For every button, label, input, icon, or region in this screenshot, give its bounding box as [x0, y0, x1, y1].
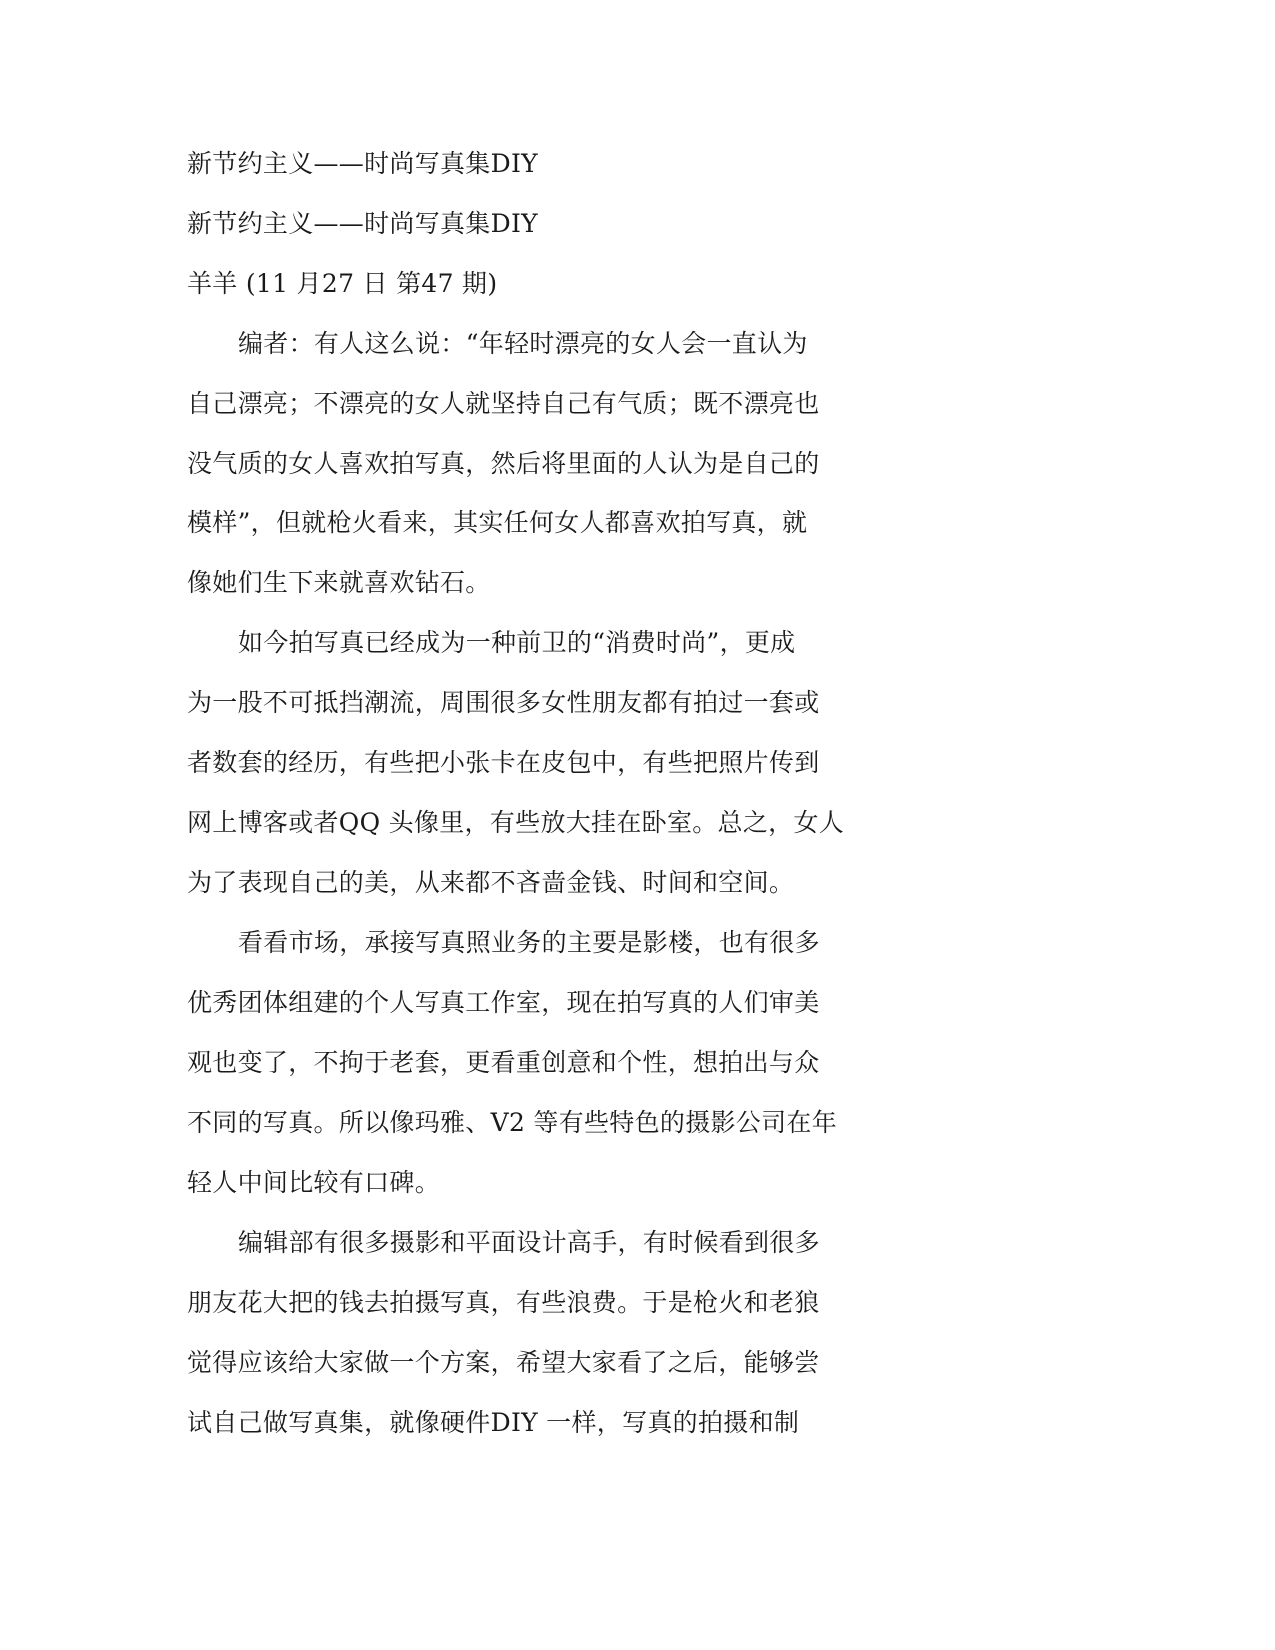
byline: 羊羊 (11 月27 日 第47 期) [187, 269, 498, 298]
paragraph-4-line-4: 试自己做写真集，就像硬件DIY 一样，写真的拍摄和制 [187, 1408, 800, 1437]
paragraph-1-line-4: 模样”，但就枪火看来，其实任何女人都喜欢拍写真，就 [187, 508, 808, 537]
paragraph-1-line-5: 像她们生下来就喜欢钻石。 [187, 568, 491, 597]
paragraph-3-line-1: 看看市场，承接写真照业务的主要是影楼，也有很多 [238, 928, 820, 957]
paragraph-3-line-3: 观也变了，不拘于老套，更看重创意和个性，想拍出与众 [187, 1048, 820, 1077]
paragraph-3-line-4: 不同的写真。所以像玛雅、V2 等有些特色的摄影公司在年 [187, 1108, 838, 1137]
paragraph-3-line-5: 轻人中间比较有口碑。 [187, 1168, 441, 1197]
document-title-repeat: 新节约主义——时尚写真集DIY [187, 209, 538, 238]
paragraph-4-line-2: 朋友花大把的钱去拍摄写真，有些浪费。于是枪火和老狼 [187, 1288, 820, 1317]
paragraph-2-line-1: 如今拍写真已经成为一种前卫的“消费时尚”，更成 [238, 628, 796, 657]
document-title: 新节约主义——时尚写真集DIY [187, 149, 538, 178]
paragraph-4-line-3: 觉得应该给大家做一个方案，希望大家看了之后，能够尝 [187, 1348, 820, 1377]
paragraph-2-line-2: 为一股不可抵挡潮流，周围很多女性朋友都有拍过一套或 [187, 688, 820, 717]
paragraph-4-line-1: 编辑部有很多摄影和平面设计高手，有时候看到很多 [238, 1228, 820, 1257]
paragraph-2-line-5: 为了表现自己的美，从来都不吝啬金钱、时间和空间。 [187, 868, 795, 897]
paragraph-1-line-3: 没气质的女人喜欢拍写真，然后将里面的人认为是自己的 [187, 449, 820, 478]
paragraph-2-line-4: 网上博客或者QQ 头像里，有些放大挂在卧室。总之，女人 [187, 808, 845, 837]
paragraph-3-line-2: 优秀团体组建的个人写真工作室，现在拍写真的人们审美 [187, 988, 820, 1017]
paragraph-1-line-2: 自己漂亮；不漂亮的女人就坚持自己有气质；既不漂亮也 [187, 389, 820, 418]
paragraph-1-line-1: 编者：有人这么说：“年轻时漂亮的女人会一直认为 [238, 329, 808, 358]
paragraph-2-line-3: 者数套的经历，有些把小张卡在皮包中，有些把照片传到 [187, 748, 820, 777]
